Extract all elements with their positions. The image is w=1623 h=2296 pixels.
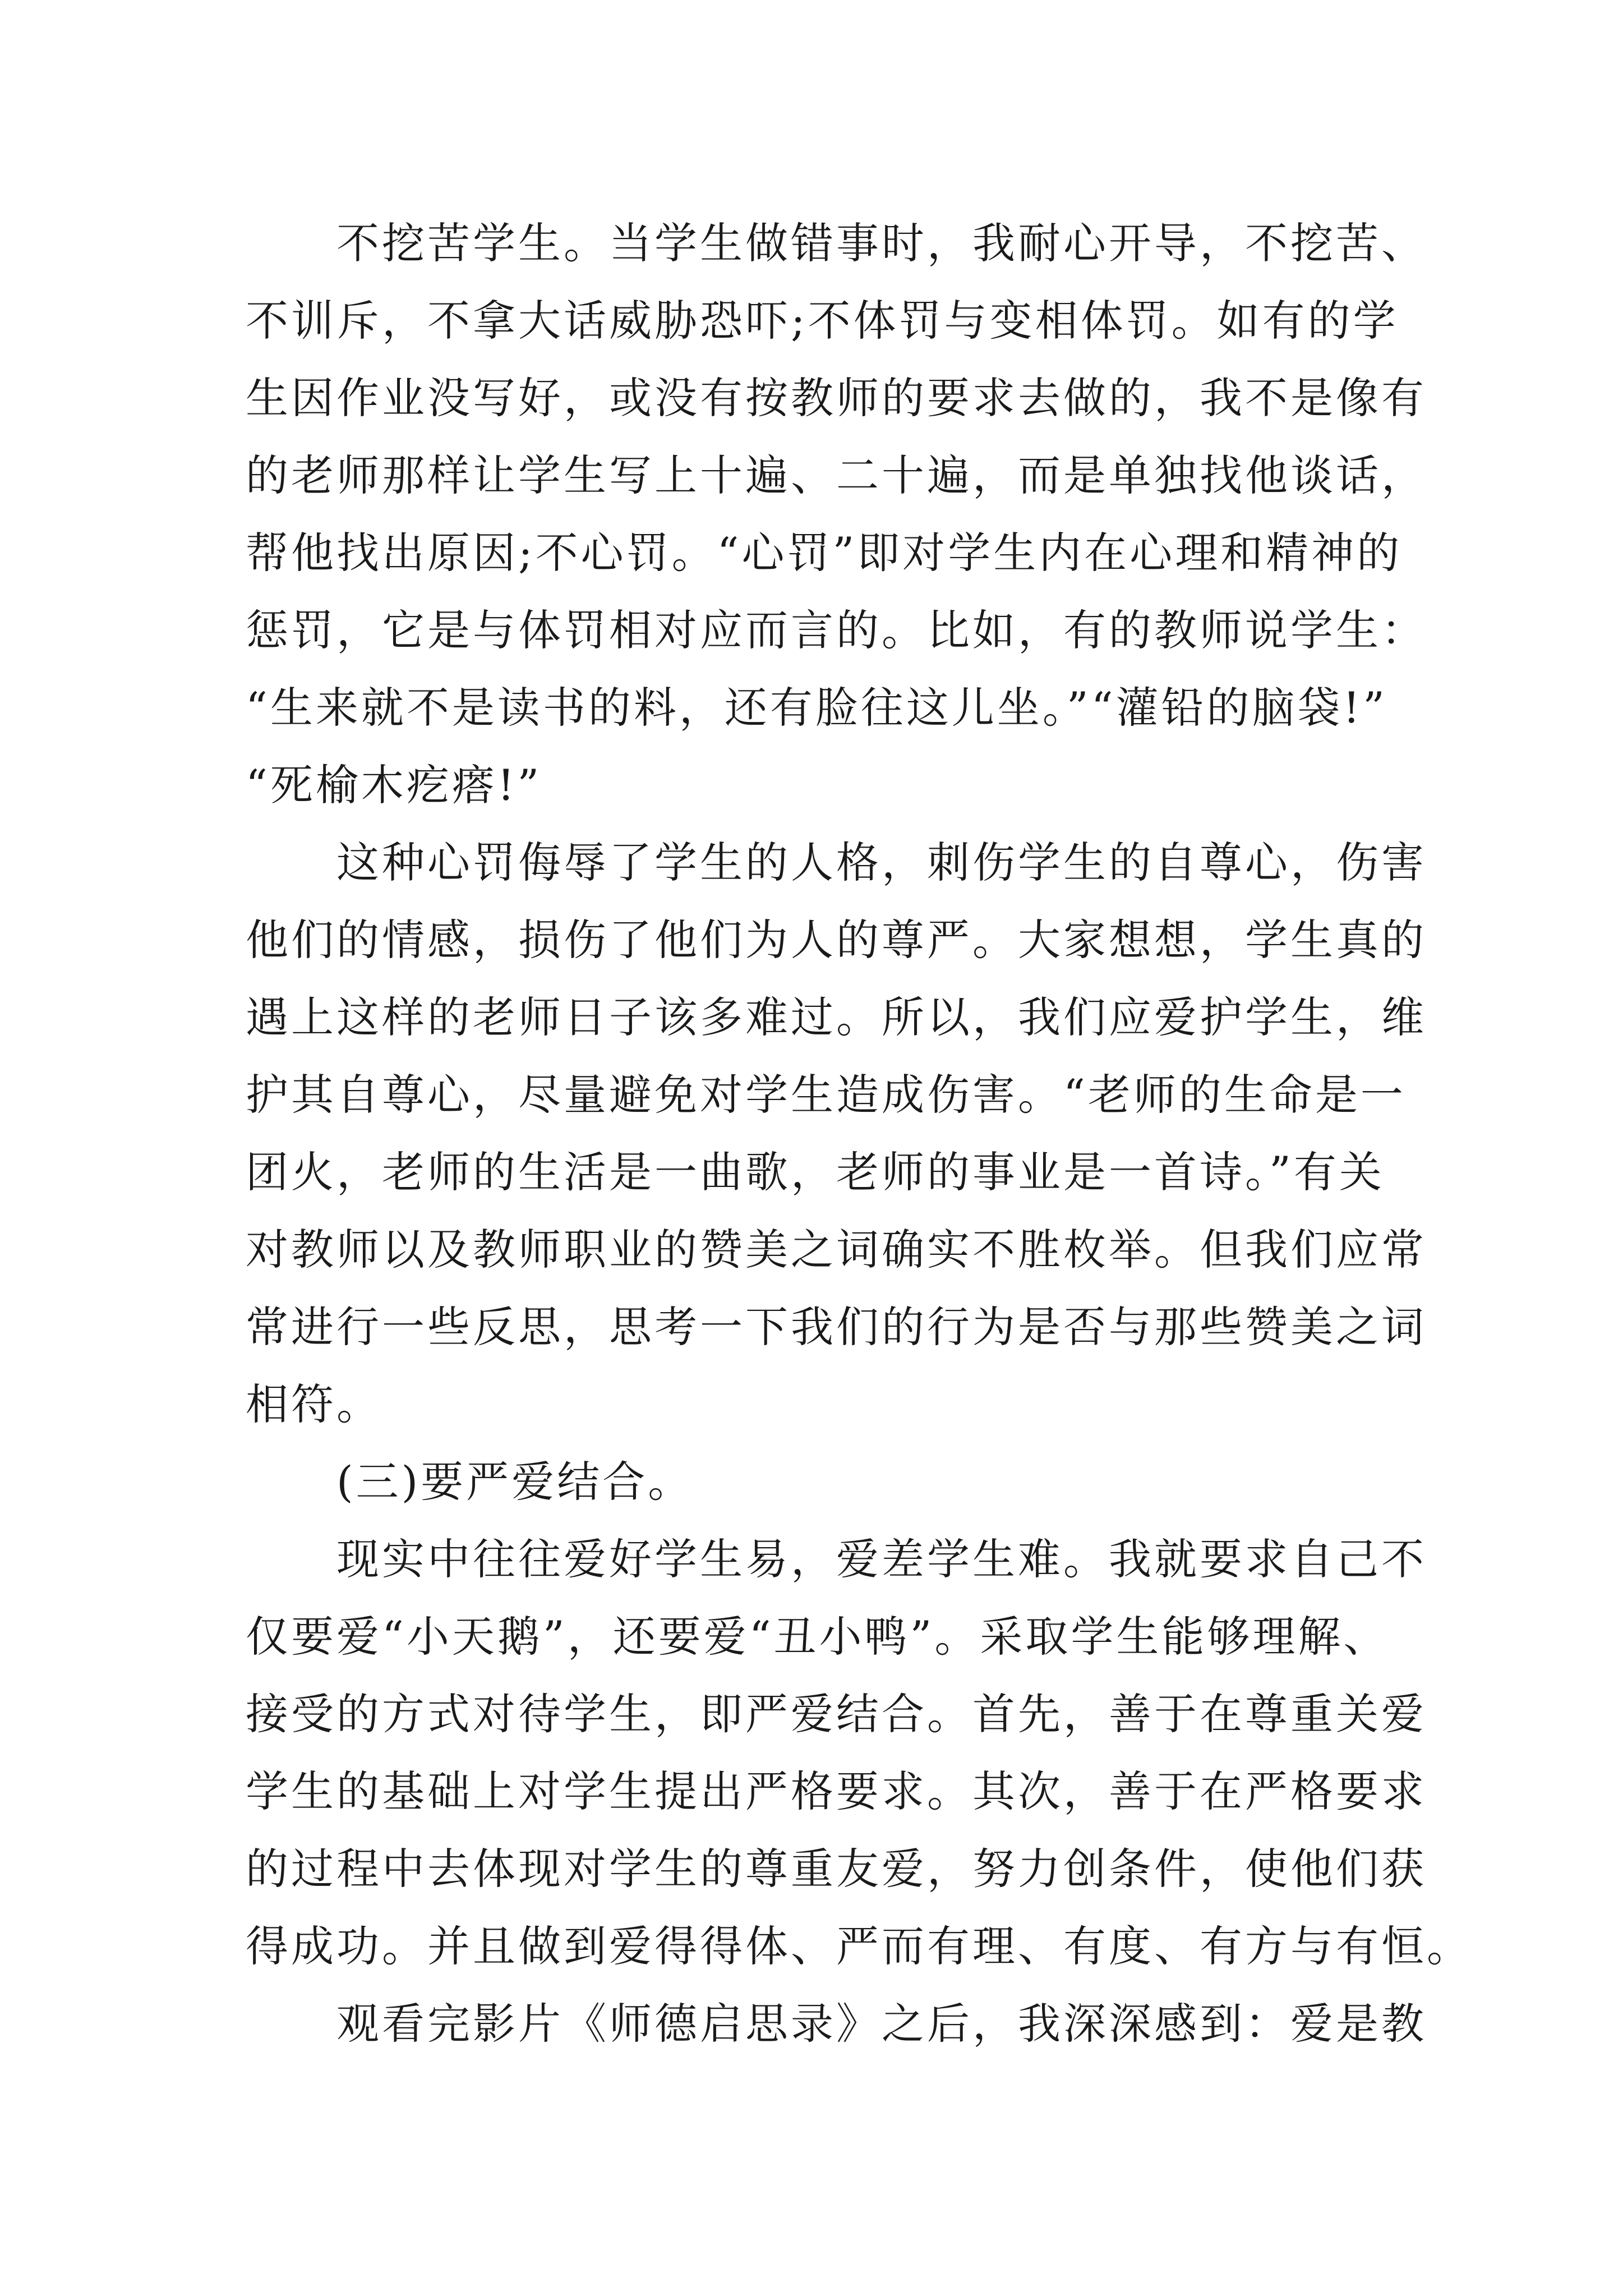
text-line: 惩罚，它是与体罚相对应而言的。比如，有的教师说学生： [246, 605, 1427, 655]
text-line: 团火，老师的生活是一曲歌，老师的事业是一首诗。”有关 [246, 1147, 1385, 1197]
text-line: 帮他找出原因;不心罚。“心罚”即对学生内在心理和精神的 [246, 528, 1403, 578]
text-line: 遇上这样的老师日子该多难过。所以，我们应爱护学生，维 [246, 992, 1427, 1042]
text-line: 学生的基础上对学生提出严格要求。其次，善于在严格要求 [246, 1766, 1427, 1816]
text-line: 不挖苦学生。当学生做错事时，我耐心开导，不挖苦、 [246, 218, 1427, 268]
text-line: 仅要爱“小天鹅”，还要爱“丑小鸭”。采取学生能够理解、 [246, 1612, 1389, 1662]
text-line: 他们的情感，损伤了他们为人的尊严。大家想想，学生真的 [246, 915, 1427, 965]
text-line: 现实中往往爱好学生易，爱差学生难。我就要求自己不 [246, 1534, 1427, 1584]
text-line: 对教师以及教师职业的赞美之词确实不胜枚举。但我们应常 [246, 1225, 1427, 1274]
text-line: 的过程中去体现对学生的尊重友爱，努力创条件，使他们获 [246, 1844, 1427, 1894]
text-line: 相符。 [246, 1379, 382, 1429]
section-heading: (三)要严爱结合。 [246, 1457, 694, 1507]
text-line: “生来就不是读书的料，还有脸往这儿坐。”“灌铅的脑袋!” [246, 683, 1387, 733]
text-line: 得成功。并且做到爱得得体、严而有理、有度、有方与有恒。 [246, 1921, 1472, 1971]
text-line: 常进行一些反思，思考一下我们的行为是否与那些赞美之词 [246, 1302, 1427, 1352]
text-line: 护其自尊心，尽量避免对学生造成伤害。“老师的生命是一 [246, 1070, 1406, 1120]
text-line: 生因作业没写好，或没有按教师的要求去做的，我不是像有 [246, 373, 1427, 423]
text-line: 这种心罚侮辱了学生的人格，刺伤学生的自尊心，伤害 [246, 838, 1427, 887]
text-line: 接受的方式对待学生，即严爱结合。首先，善于在尊重关爱 [246, 1689, 1427, 1739]
text-line: 观看完影片《师德启思录》之后，我深深感到：爱是教 [246, 1999, 1427, 2049]
text-line: 不训斥，不拿大话威胁恐吓;不体罚与变相体罚。如有的学 [246, 296, 1399, 346]
text-line: 的老师那样让学生写上十遍、二十遍，而是单独找他谈话， [246, 450, 1427, 500]
body-text [246, 205, 1472, 2063]
text-line: “死榆木疙瘩!” [246, 760, 542, 810]
